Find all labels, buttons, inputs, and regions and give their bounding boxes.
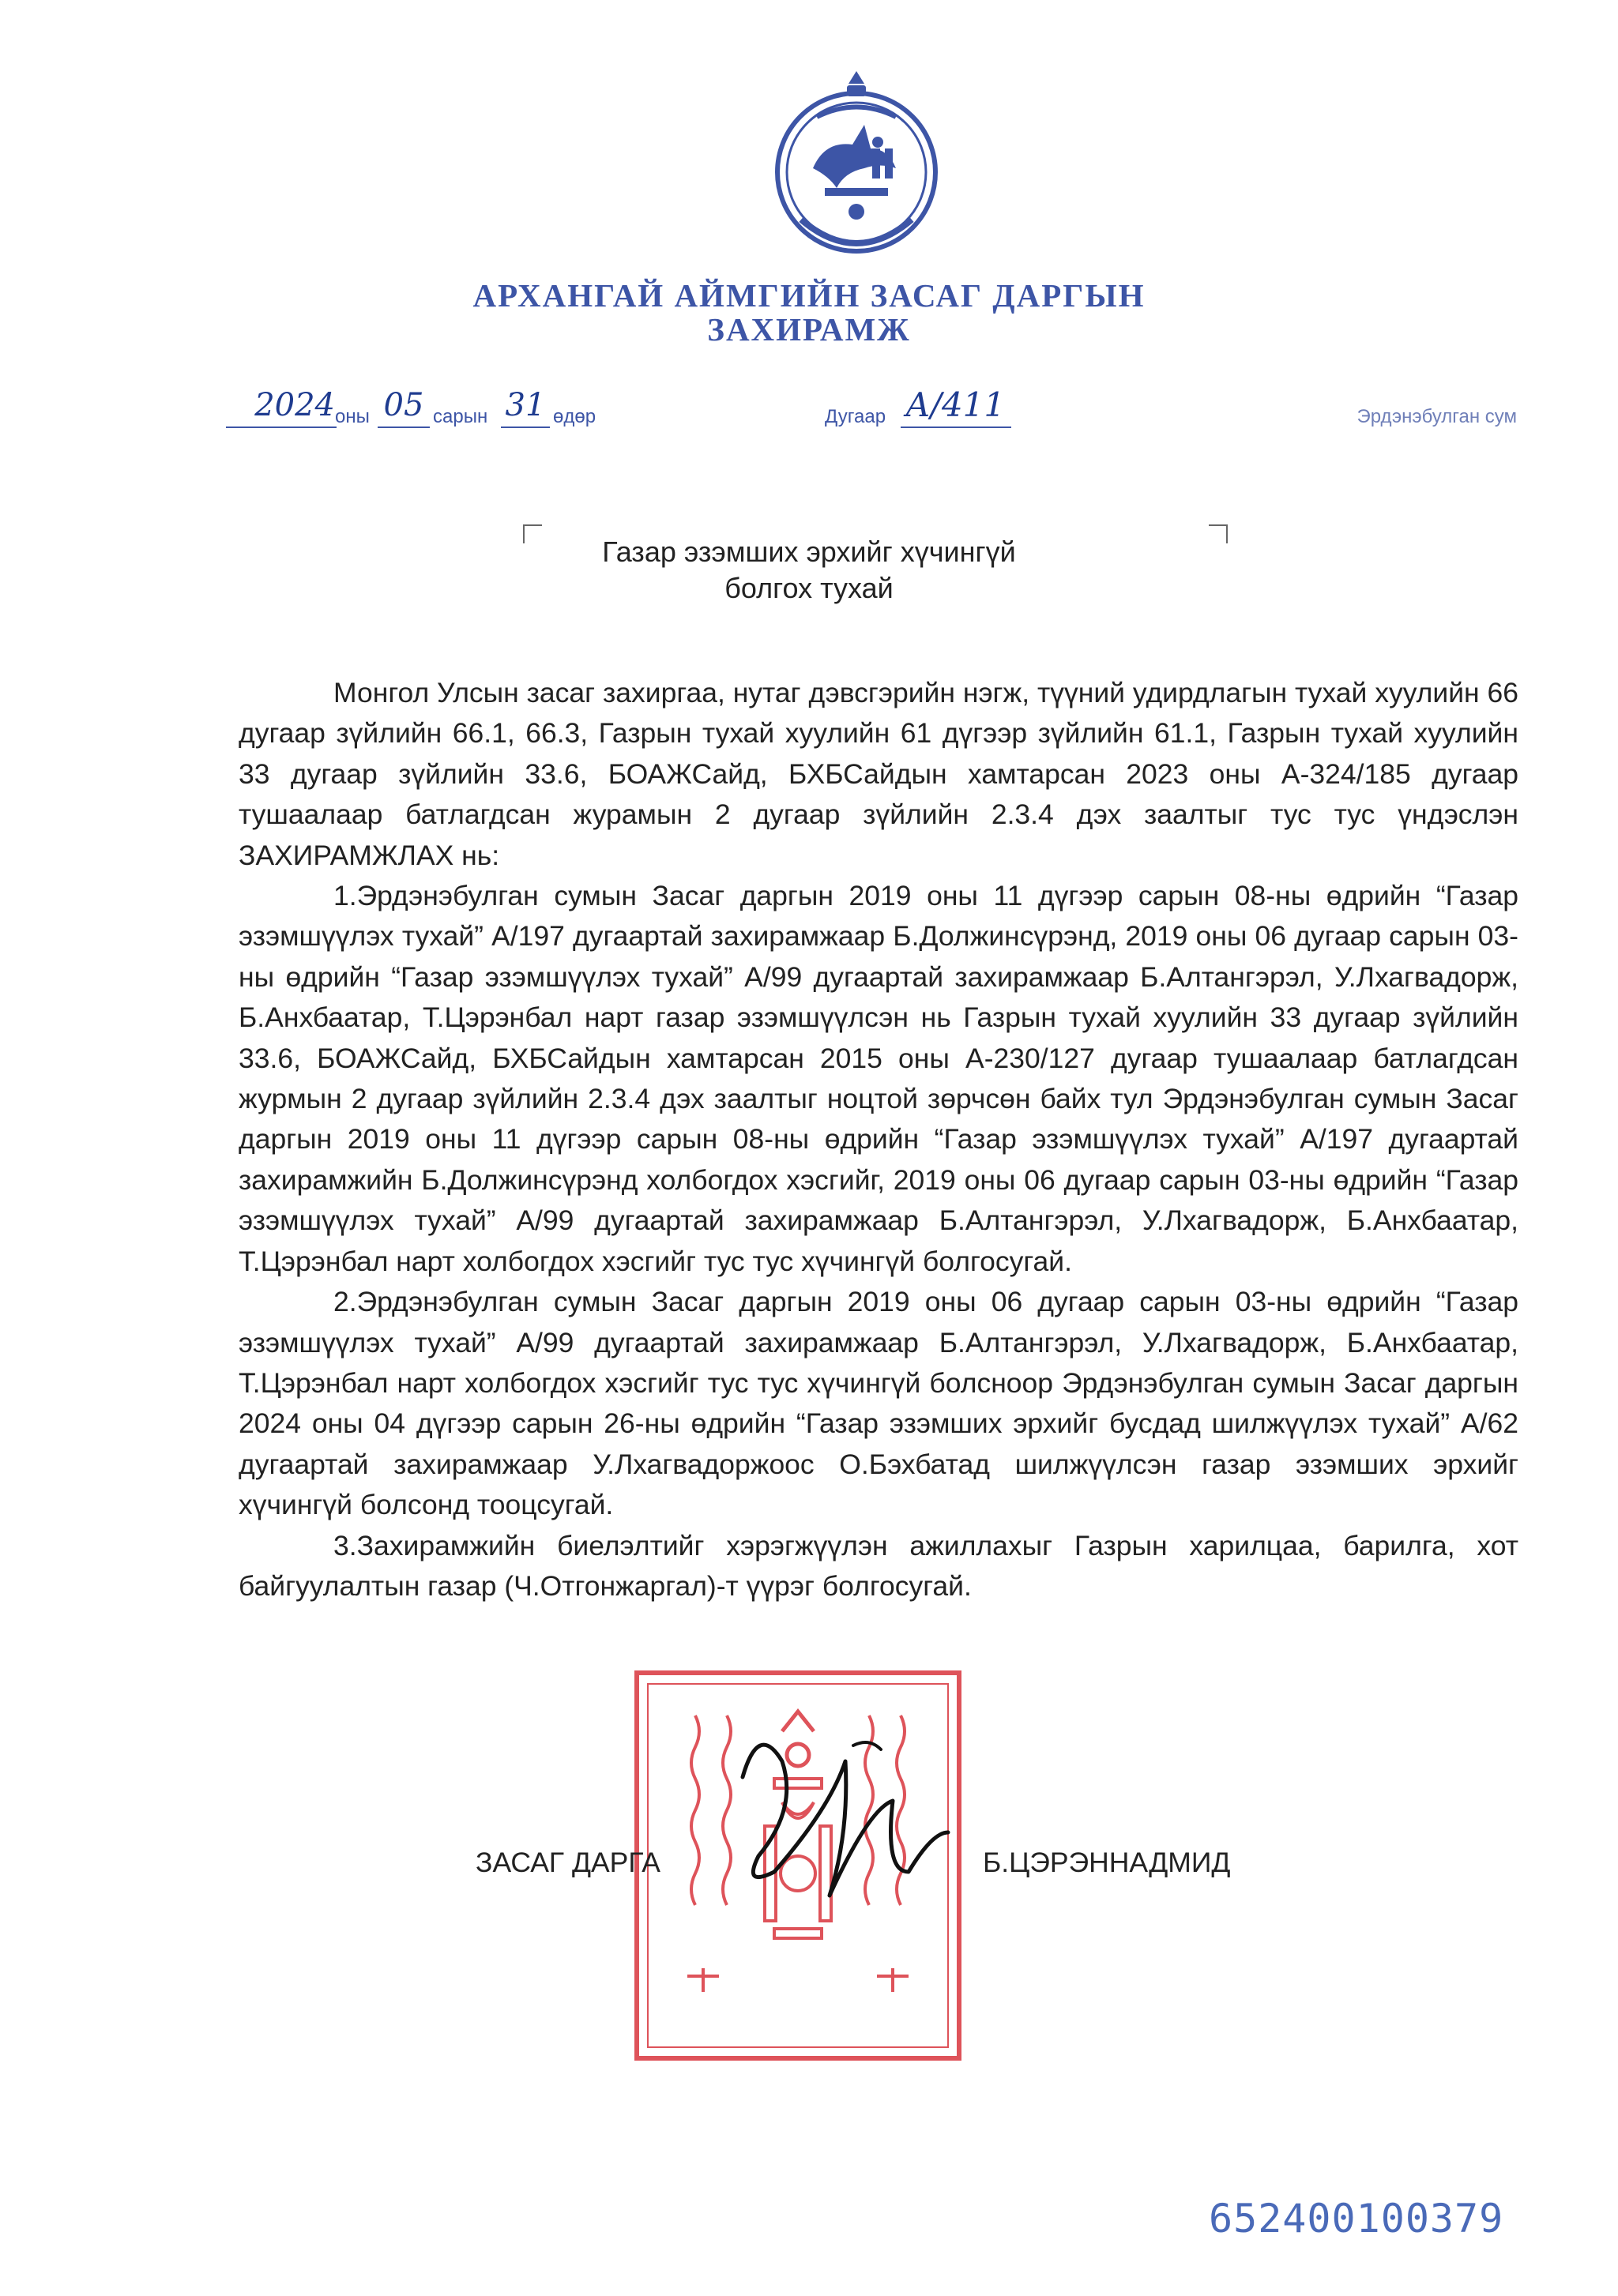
subject-line-2: болгох тухай [724,572,894,604]
date-year: 2024 [254,387,335,423]
order-item-1: 1.Эрдэнэбулган сумын Засаг даргын 2019 оны 11 дүгээр сарын 08-ны өдрийн “Газар эзэмшүүлэх тухай” А/197 дугаартай захирамжаар Б.Должинсүрэнд, 2019 оны 06 дугаар сарын 03-ны өдрийн “Газар эзэмшүүлэх тухай” А/99 дугаартай захирамжаар Б.Алтангэрэл, У.Лхагвадорж, Б.Анхбаатар, Т.Цэрэнбал нарт газар эзэмшүүлсэн нь Газрын тухай хуулийн 33 дугаар зүйлийн 33.6, БОАЖСайд, БХБСайдын хамтарсан 2015 оны А-230/127 дугаар тушаалаар батлагдсан журмын 2 дугаар зүйлийн 2.3.4 дэх заалтыг ноцтой зөрчсөн байх тул Эрдэнэбулган сумын Засаг даргын 2019 оны 11 дүгээр сарын 08-ны өдрийн “Газар эзэмшүүлэх тухай” А/197 дугаартай захирамжийн Б.Должинсүрэнд холбогдох хэсгийг, 2019 оны 06 дугаар сарын 03-ны өдрийн “Газар эзэмшүүлэх тухай” А/99 дугаартай захирамжаар Б.Алтангэрэл, У.Лхагвадорж, Б.Анхбаатар, Т.Цэрэнбал нарт холбогдох хэсгийг тус тус хүчингүй болгосугай. [239,880,1518,1277]
preamble-paragraph: Монгол Улсын засаг захиргаа, нутаг дэвсгэрийн нэгж, түүний удирдлагын тухай хуулийн 66 дугаар зүйлийн 66.1, 66.3, Газрын тухай хуулийн 61 дүгээр зүйлийн 61.1, Газрын тухай хуулийн 33 дугаар зүйлийн 33.6, БОАЖСайд, БХБСайдын хамтарсан 2023 оны А-324/185 дугаар тушаалаар батлагдсан журамын 2 дугаар зүйлийн 2.3.4 дэх заалтыг тус тус үндэслэн ЗАХИРАМЖЛАХ нь: [239,677,1519,871]
issue-place: Эрдэнэбулган сум [1356,406,1517,427]
date-month-label: сарын [433,406,488,427]
document-body [239,673,1518,1606]
signatory-title: ЗАСАГ ДАРГА [476,1847,660,1878]
document-number-label: Дугаар [825,406,886,427]
date-day-label: өдөр [553,406,596,427]
signatory-name: Б.ЦЭРЭННАДМИД [983,1847,1231,1878]
state-emblem-icon [769,70,943,279]
order-item-2: 2.Эрдэнэбулган сумын Засаг даргын 2019 оны 06 дугаар сарын 03-ны өдрийн “Газар эзэмшүүлэх тухай” А/99 дугаартай захирамжаар Б.Алтангэрэл, У.Лхагвадорж, Б.Анхбаатар, Т.Цэрэнбал нарт холбогдох хэсгийг тус тус хүчингүй болсноор Эрдэнэбулган сумын Засаг даргын 2024 оны 04 дүгээр сарын 26-ны өдрийн “Газар эзэмших эрхийг бусдад шилжүүлэх тухай” А/62 дугаартай захирамжаар У.Лхагвадоржоос О.Бэхбатад шилжүүлсэн газар эзэмших эрхийг хүчингүй болсонд тооцсугай. [239,1286,1518,1521]
document-type-title: ЗАХИРАМЖ [707,311,911,348]
date-year-label: оны [335,406,370,427]
date-day-underline [501,427,550,428]
date-year-underline [226,427,337,428]
subject-line-1: Газар эзэмших эрхийг хүчингүй [602,535,1016,568]
document-issuer-title: АРХАНГАЙ АЙМГИЙН ЗАСАГ ДАРГЫН [472,277,1146,314]
document-serial-number: 652400100379 [1209,2196,1504,2242]
date-month: 05 [383,387,424,423]
handwritten-signature [711,1714,956,1919]
date-day: 31 [505,387,546,423]
date-month-underline [378,427,430,428]
order-item-3: 3.Захирамжийн биелэлтийг хэрэгжүүлэн ажиллахыг Газрын харилцаа, барилга, хот байгуулалтын газар (Ч.Отгонжаргал)-т үүрэг болгосугай. [239,1529,1518,1602]
document-number: А/411 [905,385,1006,424]
document-number-underline [901,427,1011,428]
